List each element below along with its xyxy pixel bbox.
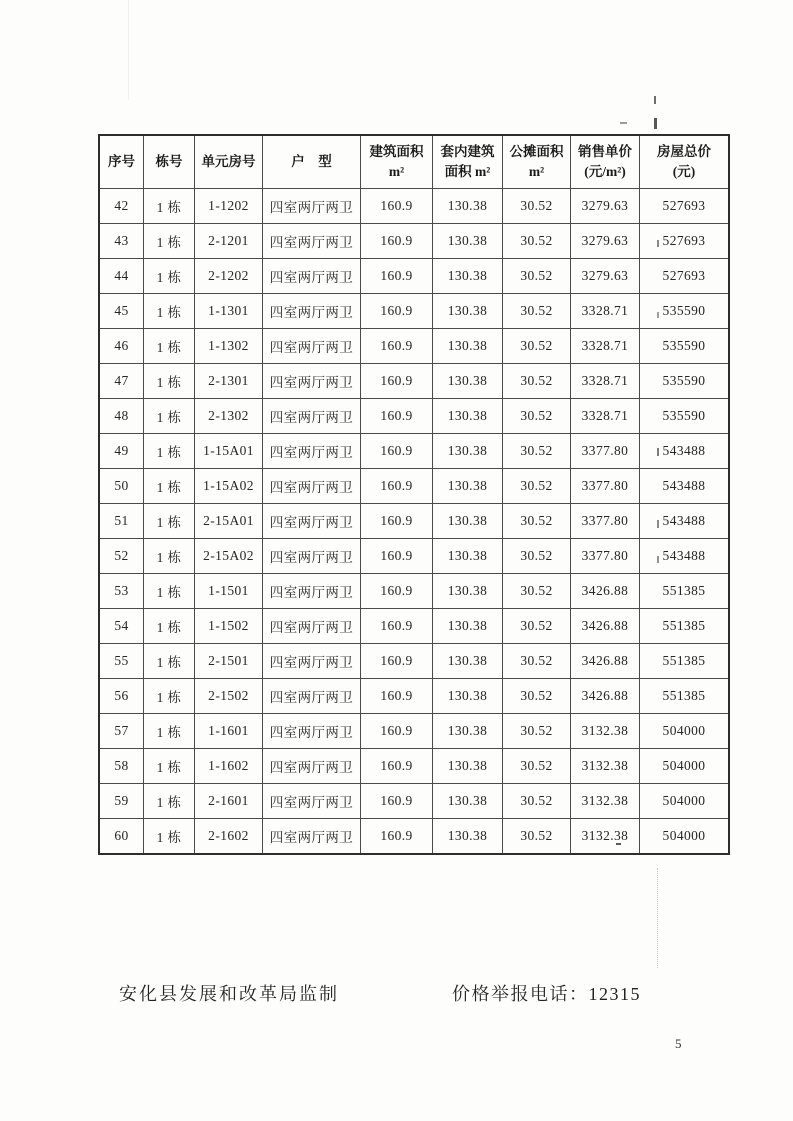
table-row bbox=[99, 259, 729, 294]
cell-unit_price: 3279.63 bbox=[571, 189, 640, 224]
cell-unit_price: 3328.71 bbox=[571, 329, 640, 364]
cell-seq: 44 bbox=[99, 259, 144, 294]
col-header-seq: 序号 bbox=[99, 135, 144, 189]
cell-layout: 四室两厅两卫 bbox=[263, 539, 361, 574]
col-header-unit_price: 销售单价 (元/m²) bbox=[571, 135, 640, 189]
cell-inner_area: 130.38 bbox=[433, 714, 503, 749]
cell-seq: 59 bbox=[99, 784, 144, 819]
cell-gross_area: 160.9 bbox=[361, 644, 433, 679]
cell-gross_area: 160.9 bbox=[361, 784, 433, 819]
cell-total_price: 535590 bbox=[640, 364, 730, 399]
cell-total_price: 535590 bbox=[640, 399, 730, 434]
col-header-unit: 单元房号 bbox=[195, 135, 263, 189]
cell-gross_area: 160.9 bbox=[361, 749, 433, 784]
cell-shared_area: 30.52 bbox=[503, 364, 571, 399]
cell-gross_area: 160.9 bbox=[361, 364, 433, 399]
col-header-shared_area: 公摊面积 m² bbox=[503, 135, 571, 189]
cell-shared_area: 30.52 bbox=[503, 469, 571, 504]
scan-artifact bbox=[620, 122, 627, 124]
footer-issuer-text: 安化县发展和改革局监制 bbox=[119, 984, 339, 1004]
footer-hotline-text: 价格举报电话：12315 bbox=[452, 984, 641, 1004]
table-row bbox=[99, 189, 729, 224]
cell-layout: 四室两厅两卫 bbox=[263, 504, 361, 539]
cell-layout: 四室两厅两卫 bbox=[263, 749, 361, 784]
cell-unit_price: 3132.38 bbox=[571, 784, 640, 819]
cell-layout: 四室两厅两卫 bbox=[263, 679, 361, 714]
cell-seq: 60 bbox=[99, 819, 144, 855]
cell-building: 1 栋 bbox=[144, 259, 195, 294]
cell-shared_area: 30.52 bbox=[503, 574, 571, 609]
table-row bbox=[99, 504, 729, 539]
cell-inner_area: 130.38 bbox=[433, 609, 503, 644]
table-body bbox=[99, 189, 729, 855]
cell-layout: 四室两厅两卫 bbox=[263, 819, 361, 855]
cell-total_price: 504000 bbox=[640, 819, 730, 855]
cell-gross_area: 160.9 bbox=[361, 259, 433, 294]
cell-unit: 1-1502 bbox=[195, 609, 263, 644]
cell-building: 1 栋 bbox=[144, 644, 195, 679]
cell-inner_area: 130.38 bbox=[433, 784, 503, 819]
cell-total_price: 551385 bbox=[640, 644, 730, 679]
col-header-building: 栋号 bbox=[144, 135, 195, 189]
cell-layout: 四室两厅两卫 bbox=[263, 469, 361, 504]
cell-seq: 51 bbox=[99, 504, 144, 539]
cell-building: 1 栋 bbox=[144, 189, 195, 224]
scan-artifact bbox=[128, 0, 129, 100]
cell-unit_price: 3132.38 bbox=[571, 749, 640, 784]
cell-unit: 1-1301 bbox=[195, 294, 263, 329]
cell-seq: 48 bbox=[99, 399, 144, 434]
cell-shared_area: 30.52 bbox=[503, 784, 571, 819]
cell-total_price: 504000 bbox=[640, 784, 730, 819]
cell-unit: 1-1602 bbox=[195, 749, 263, 784]
cell-seq: 54 bbox=[99, 609, 144, 644]
cell-building: 1 栋 bbox=[144, 819, 195, 855]
cell-unit: 2-1301 bbox=[195, 364, 263, 399]
cell-total_price: 535590 bbox=[640, 294, 730, 329]
cell-inner_area: 130.38 bbox=[433, 294, 503, 329]
cell-total_price: 551385 bbox=[640, 574, 730, 609]
cell-inner_area: 130.38 bbox=[433, 539, 503, 574]
cell-inner_area: 130.38 bbox=[433, 399, 503, 434]
cell-total_price: 543488 bbox=[640, 504, 730, 539]
cell-total_price: 543488 bbox=[640, 434, 730, 469]
table-row bbox=[99, 539, 729, 574]
cell-seq: 58 bbox=[99, 749, 144, 784]
cell-layout: 四室两厅两卫 bbox=[263, 189, 361, 224]
cell-total_price: 527693 bbox=[640, 259, 730, 294]
table-row bbox=[99, 329, 729, 364]
cell-total_price: 535590 bbox=[640, 329, 730, 364]
cell-inner_area: 130.38 bbox=[433, 644, 503, 679]
cell-shared_area: 30.52 bbox=[503, 714, 571, 749]
cell-building: 1 栋 bbox=[144, 609, 195, 644]
cell-shared_area: 30.52 bbox=[503, 399, 571, 434]
cell-shared_area: 30.52 bbox=[503, 434, 571, 469]
cell-seq: 53 bbox=[99, 574, 144, 609]
table-row bbox=[99, 469, 729, 504]
table-row bbox=[99, 224, 729, 259]
cell-inner_area: 130.38 bbox=[433, 469, 503, 504]
cell-unit: 1-15A01 bbox=[195, 434, 263, 469]
cell-building: 1 栋 bbox=[144, 784, 195, 819]
cell-building: 1 栋 bbox=[144, 574, 195, 609]
table-row bbox=[99, 294, 729, 329]
cell-inner_area: 130.38 bbox=[433, 189, 503, 224]
cell-unit_price: 3377.80 bbox=[571, 434, 640, 469]
cell-inner_area: 130.38 bbox=[433, 224, 503, 259]
cell-unit_price: 3377.80 bbox=[571, 469, 640, 504]
cell-building: 1 栋 bbox=[144, 504, 195, 539]
cell-shared_area: 30.52 bbox=[503, 329, 571, 364]
cell-gross_area: 160.9 bbox=[361, 574, 433, 609]
cell-building: 1 栋 bbox=[144, 329, 195, 364]
col-header-inner_area: 套内建筑 面积 m² bbox=[433, 135, 503, 189]
cell-unit: 2-1302 bbox=[195, 399, 263, 434]
cell-unit: 2-15A01 bbox=[195, 504, 263, 539]
scan-artifact bbox=[657, 868, 658, 968]
cell-inner_area: 130.38 bbox=[433, 819, 503, 855]
cell-building: 1 栋 bbox=[144, 224, 195, 259]
cell-gross_area: 160.9 bbox=[361, 679, 433, 714]
cell-seq: 50 bbox=[99, 469, 144, 504]
cell-seq: 56 bbox=[99, 679, 144, 714]
cell-gross_area: 160.9 bbox=[361, 819, 433, 855]
cell-building: 1 栋 bbox=[144, 679, 195, 714]
cell-shared_area: 30.52 bbox=[503, 539, 571, 574]
cell-seq: 46 bbox=[99, 329, 144, 364]
cell-shared_area: 30.52 bbox=[503, 294, 571, 329]
cell-shared_area: 30.52 bbox=[503, 609, 571, 644]
cell-shared_area: 30.52 bbox=[503, 679, 571, 714]
cell-total_price: 551385 bbox=[640, 609, 730, 644]
cell-shared_area: 30.52 bbox=[503, 819, 571, 855]
cell-unit: 2-1502 bbox=[195, 679, 263, 714]
cell-layout: 四室两厅两卫 bbox=[263, 574, 361, 609]
cell-gross_area: 160.9 bbox=[361, 539, 433, 574]
cell-gross_area: 160.9 bbox=[361, 504, 433, 539]
cell-unit: 1-1202 bbox=[195, 189, 263, 224]
cell-gross_area: 160.9 bbox=[361, 434, 433, 469]
cell-unit_price: 3426.88 bbox=[571, 644, 640, 679]
cell-layout: 四室两厅两卫 bbox=[263, 784, 361, 819]
table-row bbox=[99, 679, 729, 714]
table-row bbox=[99, 574, 729, 609]
table-row bbox=[99, 749, 729, 784]
cell-inner_area: 130.38 bbox=[433, 329, 503, 364]
cell-unit_price: 3132.38 bbox=[571, 714, 640, 749]
cell-seq: 49 bbox=[99, 434, 144, 469]
cell-inner_area: 130.38 bbox=[433, 749, 503, 784]
cell-unit_price: 3328.71 bbox=[571, 399, 640, 434]
cell-gross_area: 160.9 bbox=[361, 714, 433, 749]
cell-gross_area: 160.9 bbox=[361, 224, 433, 259]
cell-layout: 四室两厅两卫 bbox=[263, 364, 361, 399]
cell-unit: 2-1601 bbox=[195, 784, 263, 819]
col-header-layout: 户 型 bbox=[263, 135, 361, 189]
cell-building: 1 栋 bbox=[144, 294, 195, 329]
cell-total_price: 527693 bbox=[640, 224, 730, 259]
cell-gross_area: 160.9 bbox=[361, 469, 433, 504]
cell-unit_price: 3328.71 bbox=[571, 364, 640, 399]
cell-unit_price: 3132.38 bbox=[571, 819, 640, 855]
cell-unit: 2-1602 bbox=[195, 819, 263, 855]
cell-inner_area: 130.38 bbox=[433, 574, 503, 609]
cell-seq: 47 bbox=[99, 364, 144, 399]
cell-gross_area: 160.9 bbox=[361, 609, 433, 644]
cell-unit_price: 3377.80 bbox=[571, 539, 640, 574]
cell-unit: 2-1201 bbox=[195, 224, 263, 259]
cell-layout: 四室两厅两卫 bbox=[263, 714, 361, 749]
table-row bbox=[99, 784, 729, 819]
page-number: 5 bbox=[675, 1036, 682, 1051]
cell-unit: 2-1202 bbox=[195, 259, 263, 294]
housing-price-table bbox=[98, 134, 730, 855]
cell-shared_area: 30.52 bbox=[503, 224, 571, 259]
cell-unit_price: 3426.88 bbox=[571, 679, 640, 714]
cell-unit: 1-1601 bbox=[195, 714, 263, 749]
cell-unit_price: 3377.80 bbox=[571, 504, 640, 539]
cell-unit_price: 3426.88 bbox=[571, 574, 640, 609]
cell-layout: 四室两厅两卫 bbox=[263, 399, 361, 434]
table-row bbox=[99, 399, 729, 434]
cell-total_price: 527693 bbox=[640, 189, 730, 224]
cell-unit: 2-15A02 bbox=[195, 539, 263, 574]
cell-layout: 四室两厅两卫 bbox=[263, 259, 361, 294]
cell-total_price: 504000 bbox=[640, 714, 730, 749]
cell-total_price: 504000 bbox=[640, 749, 730, 784]
cell-building: 1 栋 bbox=[144, 364, 195, 399]
cell-inner_area: 130.38 bbox=[433, 679, 503, 714]
cell-shared_area: 30.52 bbox=[503, 749, 571, 784]
cell-unit_price: 3279.63 bbox=[571, 259, 640, 294]
cell-layout: 四室两厅两卫 bbox=[263, 434, 361, 469]
header-row bbox=[99, 135, 729, 189]
cell-inner_area: 130.38 bbox=[433, 504, 503, 539]
cell-seq: 45 bbox=[99, 294, 144, 329]
cell-unit: 2-1501 bbox=[195, 644, 263, 679]
cell-inner_area: 130.38 bbox=[433, 434, 503, 469]
table-row bbox=[99, 714, 729, 749]
cell-layout: 四室两厅两卫 bbox=[263, 609, 361, 644]
table-header bbox=[99, 135, 729, 189]
cell-unit_price: 3328.71 bbox=[571, 294, 640, 329]
cell-unit_price: 3279.63 bbox=[571, 224, 640, 259]
cell-unit: 1-1501 bbox=[195, 574, 263, 609]
cell-total_price: 543488 bbox=[640, 469, 730, 504]
cell-layout: 四室两厅两卫 bbox=[263, 329, 361, 364]
table-row bbox=[99, 434, 729, 469]
scan-artifact bbox=[654, 118, 657, 129]
table-row bbox=[99, 609, 729, 644]
cell-seq: 52 bbox=[99, 539, 144, 574]
scan-artifact bbox=[654, 96, 656, 104]
table-row bbox=[99, 364, 729, 399]
cell-gross_area: 160.9 bbox=[361, 399, 433, 434]
cell-layout: 四室两厅两卫 bbox=[263, 224, 361, 259]
cell-shared_area: 30.52 bbox=[503, 259, 571, 294]
cell-seq: 55 bbox=[99, 644, 144, 679]
cell-gross_area: 160.9 bbox=[361, 189, 433, 224]
cell-shared_area: 30.52 bbox=[503, 644, 571, 679]
cell-seq: 43 bbox=[99, 224, 144, 259]
cell-shared_area: 30.52 bbox=[503, 504, 571, 539]
col-header-total_price: 房屋总价 (元) bbox=[640, 135, 730, 189]
cell-seq: 42 bbox=[99, 189, 144, 224]
cell-unit: 1-15A02 bbox=[195, 469, 263, 504]
cell-unit: 1-1302 bbox=[195, 329, 263, 364]
cell-gross_area: 160.9 bbox=[361, 329, 433, 364]
col-header-gross_area: 建筑面积 m² bbox=[361, 135, 433, 189]
cell-building: 1 栋 bbox=[144, 714, 195, 749]
cell-seq: 57 bbox=[99, 714, 144, 749]
cell-inner_area: 130.38 bbox=[433, 259, 503, 294]
cell-unit_price: 3426.88 bbox=[571, 609, 640, 644]
cell-layout: 四室两厅两卫 bbox=[263, 644, 361, 679]
cell-building: 1 栋 bbox=[144, 399, 195, 434]
cell-building: 1 栋 bbox=[144, 469, 195, 504]
cell-total_price: 551385 bbox=[640, 679, 730, 714]
cell-gross_area: 160.9 bbox=[361, 294, 433, 329]
table-row bbox=[99, 819, 729, 855]
cell-building: 1 栋 bbox=[144, 539, 195, 574]
cell-building: 1 栋 bbox=[144, 434, 195, 469]
cell-shared_area: 30.52 bbox=[503, 189, 571, 224]
table-row bbox=[99, 644, 729, 679]
cell-inner_area: 130.38 bbox=[433, 364, 503, 399]
cell-total_price: 543488 bbox=[640, 539, 730, 574]
cell-building: 1 栋 bbox=[144, 749, 195, 784]
cell-layout: 四室两厅两卫 bbox=[263, 294, 361, 329]
